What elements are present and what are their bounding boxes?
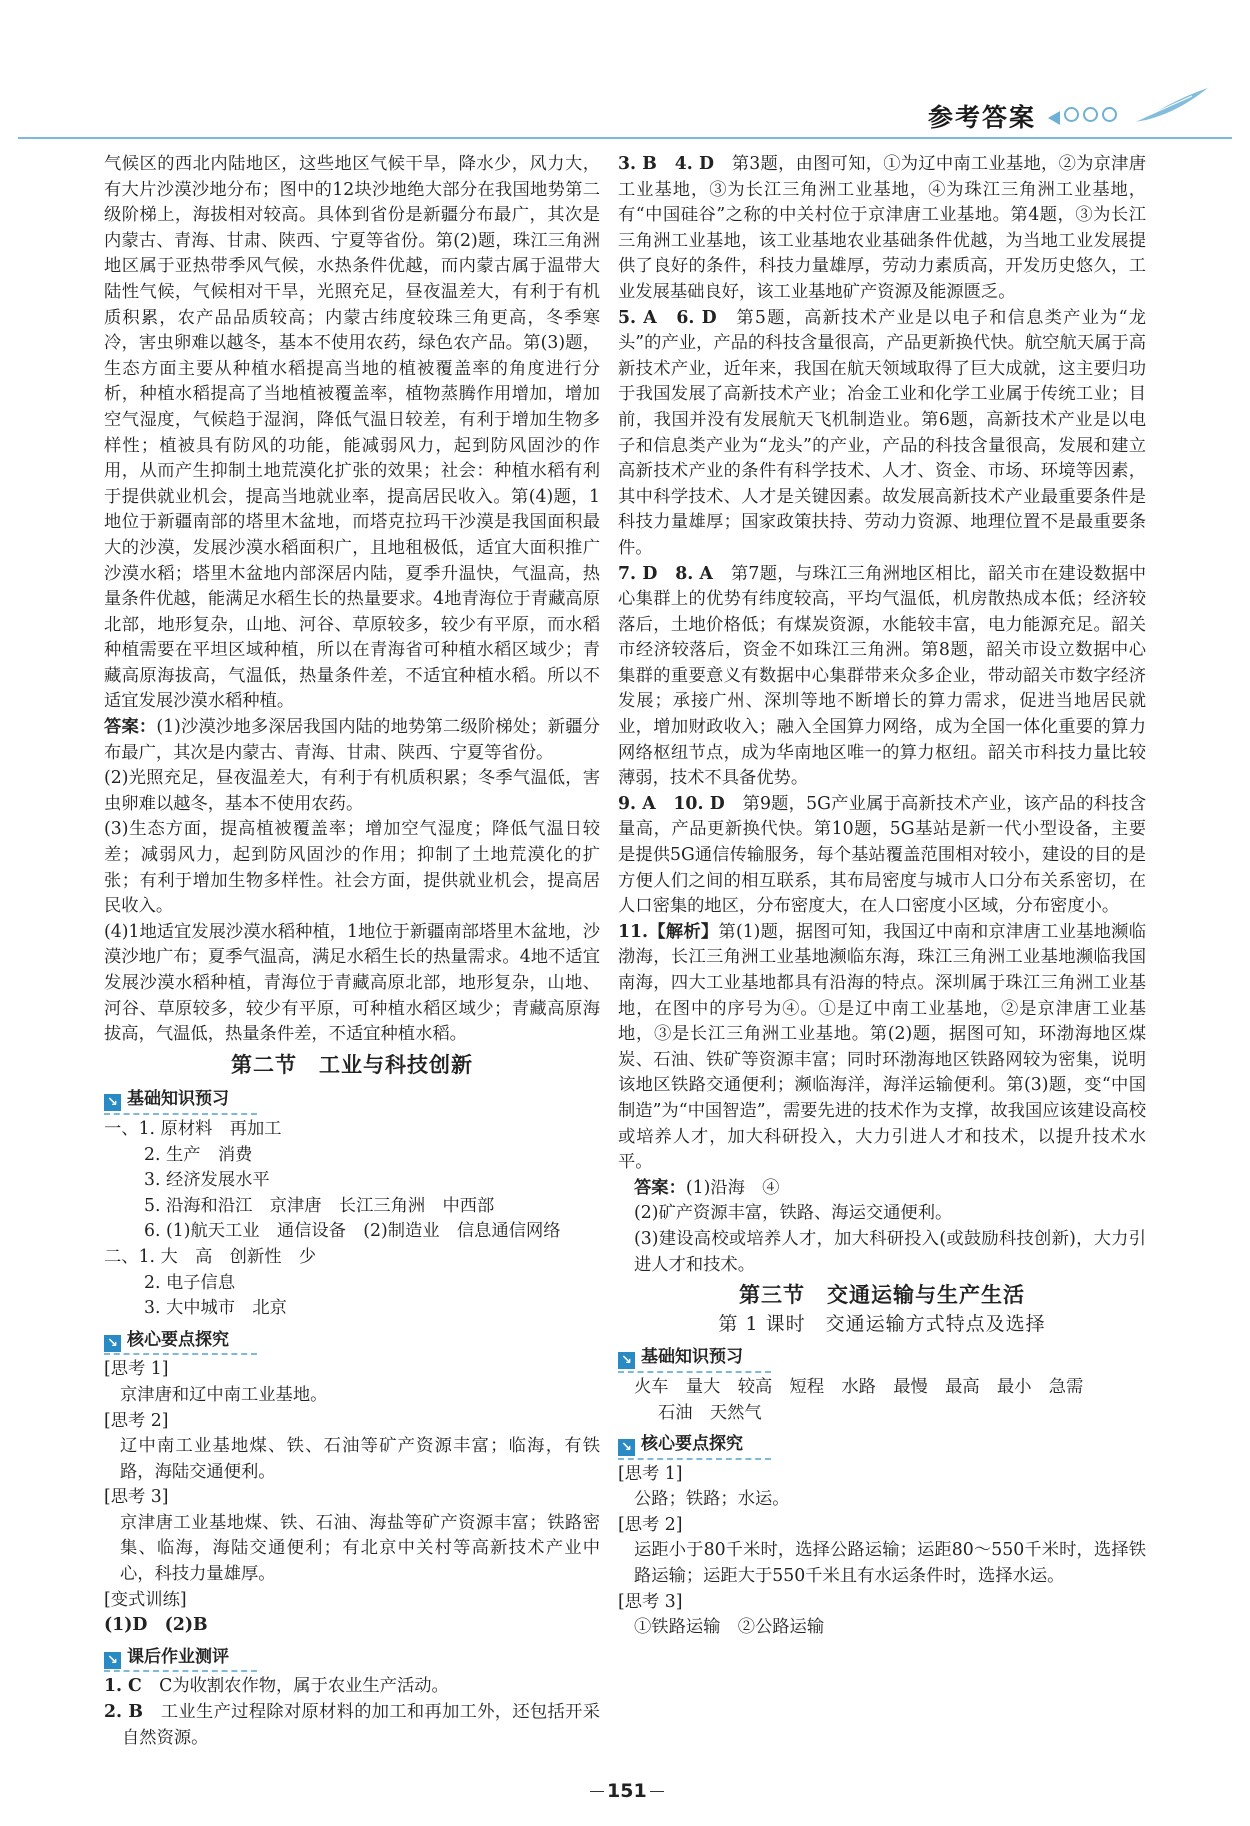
answer-1: (1)沿海 ④ <box>685 1177 780 1198</box>
header-title: 参考答案 <box>928 103 1037 132</box>
question-11 <box>618 920 1146 1176</box>
header-rule <box>18 137 1232 139</box>
homework-2 <box>104 1700 600 1751</box>
list-item: 2. 生产 消费 <box>144 1144 253 1165</box>
homework-1 <box>104 1674 600 1700</box>
answer-label: 答案： <box>634 1177 686 1198</box>
think-1-text: 公路；铁路；水运。 <box>634 1489 790 1510</box>
think-2-text: 辽中南工业基地煤、铁、石油等矿产资源丰富；临海，有铁路，海陆交通便利。 <box>120 1436 600 1482</box>
badge-label: 核心要点探究 <box>127 1329 229 1350</box>
list-item: 3. 大中城市 北京 <box>144 1298 287 1319</box>
list-item: 2. 电子信息 <box>144 1272 236 1293</box>
think-2-label: [思考 2] <box>618 1514 683 1535</box>
feather-icon <box>1132 86 1212 126</box>
think-1-label: [思考 1] <box>104 1359 169 1380</box>
answer-4: (4)1地适宜发展沙漠水稻种植，1地位于新疆南部塔里木盆地，沙漠沙地广布；夏季气温高，满足水稻生长的热量需求。4地不适宜发展沙漠水稻种植，青海位于青藏高原北部，地形复杂，山地、河谷、草原较多，较少有平原，可种植水稻区域少；青藏高原海拔高，气温低，热量条件差，不适宜种植水稻。 <box>104 921 600 1045</box>
question-7-8-text: 第7题，与珠江三角洲地区相比，韶关市在建设数据中心集群上的优势有纬度较高，平均气温低，机房散热成本低；经济较落后，土地价格低；有煤炭资源，水能较丰富，电力能源充足。韶关市经济较落后，资金不如珠江三角洲。第8题，韶关市设立数据中心集群的重要意义有数据中心集群带来众多企业，带动韶关市数字经济发展；承接广州、深圳等地不断增长的算力需求，促进当地居民就业，增加财政收入；融入全国算力网络，成为全国一体化重要的算力网络枢纽节点，成为华南地区唯一的算力枢纽。韶关市科技力量比较薄弱，技术不具备优势。 <box>618 563 1147 789</box>
think-3-text: 京津唐工业基地煤、铁、石油、海盐等矿产资源丰富；铁路密集、临海，海陆交通便利；有北京中关村等高新技术产业中心，科技力量雄厚。 <box>120 1512 600 1585</box>
list-item: 二、1. 大 高 创新性 少 <box>104 1246 317 1267</box>
question-7-8 <box>618 562 1146 792</box>
variant-label: [变式训练] <box>104 1589 187 1610</box>
list-item: 一、1. 原材料 再加工 <box>104 1118 282 1139</box>
answer-2: (2)光照充足，昼夜温差大，有利于有机质积累；冬季气温低，害虫卵难以越冬，基本不使用农药。 <box>104 768 600 814</box>
question-3-4 <box>618 152 1146 306</box>
think-2-text: 运距小于80千米时，选择公路运输；运距80～550千米时，选择铁路运输；运距大于550千米且有水运条件时，选择水运。 <box>634 1540 1146 1587</box>
header-dots-decoration <box>1048 107 1121 126</box>
think-1-label: [思考 1] <box>618 1463 683 1484</box>
basic-answers: 石油 天然气 <box>658 1402 762 1423</box>
variant-answers: (1)D (2)B <box>104 1615 208 1636</box>
basic-answers: 火车 量大 较高 短程 水路 最慢 最高 最小 急需 <box>634 1376 1084 1397</box>
answer-1: (1)沙漠沙地多深居我国内陆的地势第二级阶梯处；新疆分布最广，其次是内蒙古、青海、甘肃、陕西、宁夏等省份。 <box>104 717 600 763</box>
think-3-label: [思考 3] <box>618 1591 683 1612</box>
section-badge-homework <box>104 1645 257 1673</box>
badge-label: 课后作业测评 <box>127 1646 229 1667</box>
badge-label: 基础知识预习 <box>641 1347 743 1368</box>
section-title-transport: 第三节 交通运输与生产生活 <box>739 1282 1025 1308</box>
page-header <box>0 0 1250 150</box>
think-2-label: [思考 2] <box>104 1410 169 1431</box>
list-item: 5. 沿海和沿江 京津唐 长江三角洲 中西部 <box>144 1195 495 1216</box>
question-9-10-text: 第9题，5G产业属于高新技术产业，该产品的科技含量高，产品更新换代快。第10题，5G基站是新一代小型设备，主要是提供5G通信传输服务，每个基站覆盖范围相对较小，建设的目的是方便人们之间的相互联系，其布局密度与城市人口分布关系密切，在人口密集的地区，分布密度大，在人口密度小区域，分布密度小。 <box>618 793 1146 917</box>
section-badge-basic <box>104 1087 257 1115</box>
think-1-text: 京津唐和辽中南工业基地。 <box>120 1384 328 1405</box>
question-number: 7. D 8. A <box>618 563 713 584</box>
homework-2-text: 工业生产过程除对原材料的加工和再加工外，还包括开采自然资源。 <box>122 1702 600 1748</box>
question-5-6-text: 第5题，高新技术产业是以电子和信息类产业为“龙头”的产业，产品的科技含量很高，产品更新换代快。航空航天属于高新技术产业，近年来，我国在航天领域取得了巨大成就，这主要归功于我国发展了高新技术产业；冶金工业和化学工业属于传统工业；目前，我国并没有发展航天飞机制造业。第6题，高新技术产业是以电子和信息类产业为“龙头”的产业，产品的科技含量很高，发展和建立高新技术产业的条件有科学技术、人才、资金、市场、环境等因素，其中科学技术、人才是关键因素。故发展高新技术产业最重要条件是科技力量雄厚；国家政策扶持、劳动力资源、地理位置不是最重要条件。 <box>618 307 1146 558</box>
arrow-badge-icon: ↘ <box>618 1439 635 1456</box>
question-number: 2. B <box>104 1702 143 1723</box>
left-column <box>104 152 600 1751</box>
badge-label: 基础知识预习 <box>127 1089 229 1110</box>
answer-3: (3)生态方面，提高植被覆盖率；增加空气湿度；降低气温日较差；减弱风力，起到防风固沙的作用；抑制了土地荒漠化的扩张；有利于增加生物多样性。社会方面，提供就业机会，提高居民收入。 <box>104 819 600 917</box>
arrow-badge-icon: ↘ <box>104 1652 121 1669</box>
arrow-badge-icon: ↘ <box>104 1094 121 1111</box>
answer-block <box>104 715 600 766</box>
list-item: 6. (1)航天工业 通信设备 (2)制造业 信息通信网络 <box>144 1221 561 1242</box>
think-3-label: [思考 3] <box>104 1487 169 1508</box>
badge-label: 核心要点探究 <box>641 1434 743 1455</box>
question-number: 1. C <box>104 1676 142 1697</box>
right-column <box>618 152 1146 1641</box>
answer-label: 答案： <box>104 717 157 738</box>
question-11-text: 第(1)题，据图可知，我国辽中南和京津唐工业基地濒临渤海，长江三角洲工业基地濒临东海，珠江三角洲工业基地濒临我国南海，四大工业基地都具有沿海的特点。深圳属于珠江三角洲工业基地，在图中的序号为④。①是辽中南工业基地，②是京津唐工业基地，③是长江三角洲工业基地。第(2)题，据图可知，环渤海地区煤炭、石油、铁矿等资源丰富；同时环渤海地区铁路网较为密集，说明该地区铁路交通便利；濒临海洋，海洋运输便利。第(3)题，变“中国制造”为“中国智造”，需要先进的技术作为支撑，故我国应该建设高校或培养人才，加大科研投入，大力引进人才和技术，以提升技术水平。 <box>618 921 1146 1173</box>
section-title-industry: 第二节 工业与科技创新 <box>231 1051 473 1077</box>
question-number: 3. B 4. D <box>618 154 714 174</box>
think-3-text: ①铁路运输 ②公路运输 <box>634 1617 825 1638</box>
question-number: 5. A 6. D <box>618 307 717 328</box>
section-badge-core <box>618 1432 771 1460</box>
question-number: 9. A 10. D <box>618 793 725 814</box>
explanation-paragraph: 气候区的西北内陆地区，这些地区气候干旱，降水少，风力大，有大片沙漠沙地分布；图中的12块沙地绝大部分在我国地势第二级阶梯上，海拔相对较高。具体到省份是新疆分布最广，其次是内蒙古、青海、甘肃、陕西、宁夏等省份。第(2)题，珠江三角洲地区属于亚热带季风气候，水热条件优越，而内蒙古属于温带大陆性气候，气候相对干旱，光照充足，昼夜温差大，有利于有机质积累，农产品品质较高；内蒙古纬度较珠三角更高，冬季寒冷，害虫卵难以越冬，基本不使用农药，绿色农产品。第(3)题，生态方面主要从种植水稻提高当地的植被覆盖率的角度进行分析，种植水稻提高了当地植被覆盖率，植物蒸腾作用增加，增加空气湿度，气候趋于湿润，降低气温日较差，有利于增加生物多样性；植被具有防风的功能，能减弱风力，起到防风固沙的作用，从而产生抑制土地荒漠化扩张的效果；社会：种植水稻有利于提供就业机会，提高当地就业率，提高居民收入。第(4)题，1地位于新疆南部的塔里木盆地，而塔克拉玛干沙漠是我国面积最大的沙漠，发展沙漠水稻面积广，且地租极低，适宜大面积推广沙漠水稻；塔里木盆地内部深居内陆，夏季升温快，气温高，热量条件优越，能满足水稻生长的热量要求。4地青海位于青藏高原北部，地形复杂，山地、河谷、草原较多，较少有平原，而水稻种植需要在平坦区域种植，所以在青海省可种植水稻区域少；青藏高原海拔高，气温低，热量条件差，不适宜种植水稻。所以不适宜发展沙漠水稻种植。 <box>104 154 600 712</box>
arrow-badge-icon: ↘ <box>104 1335 121 1352</box>
answer-3: (3)建设高校或培养人才，加大科研投入(或鼓励科技创新)，大力引进人才和技术。 <box>634 1228 1146 1275</box>
question-3-4-text: 第3题，由图可知，①为辽中南工业基地，②为京津唐工业基地，③为长江三角洲工业基地，④为珠江三角洲工业基地，有“中国硅谷”之称的中关村位于京津唐工业基地。第4题，③为长江三角洲工业基地，该工业基地农业基础条件优越，为当地工业发展提供了良好的条件，科技力量雄厚，劳动力素质高，开发历史悠久，工业发展基础良好，该工业基地矿产资源及能源匮乏。 <box>618 154 1146 302</box>
question-number: 11.【解析】 <box>618 921 719 942</box>
section-badge-basic <box>618 1345 771 1373</box>
answer-2: (2)矿产资源丰富，铁路、海运交通便利。 <box>634 1203 953 1224</box>
basic-list <box>104 1117 600 1322</box>
answer-block <box>618 1176 1146 1202</box>
lesson-title: 第 1 课时 交通运输方式特点及选择 <box>718 1312 1046 1335</box>
page-number: 151 <box>587 1780 667 1802</box>
section-badge-core <box>104 1328 257 1356</box>
homework-1-text: C为收割农作物，属于农业生产活动。 <box>159 1676 449 1697</box>
arrow-badge-icon: ↘ <box>618 1352 635 1369</box>
list-item: 3. 经济发展水平 <box>144 1170 270 1191</box>
question-9-10 <box>618 792 1146 920</box>
question-5-6 <box>618 306 1146 562</box>
